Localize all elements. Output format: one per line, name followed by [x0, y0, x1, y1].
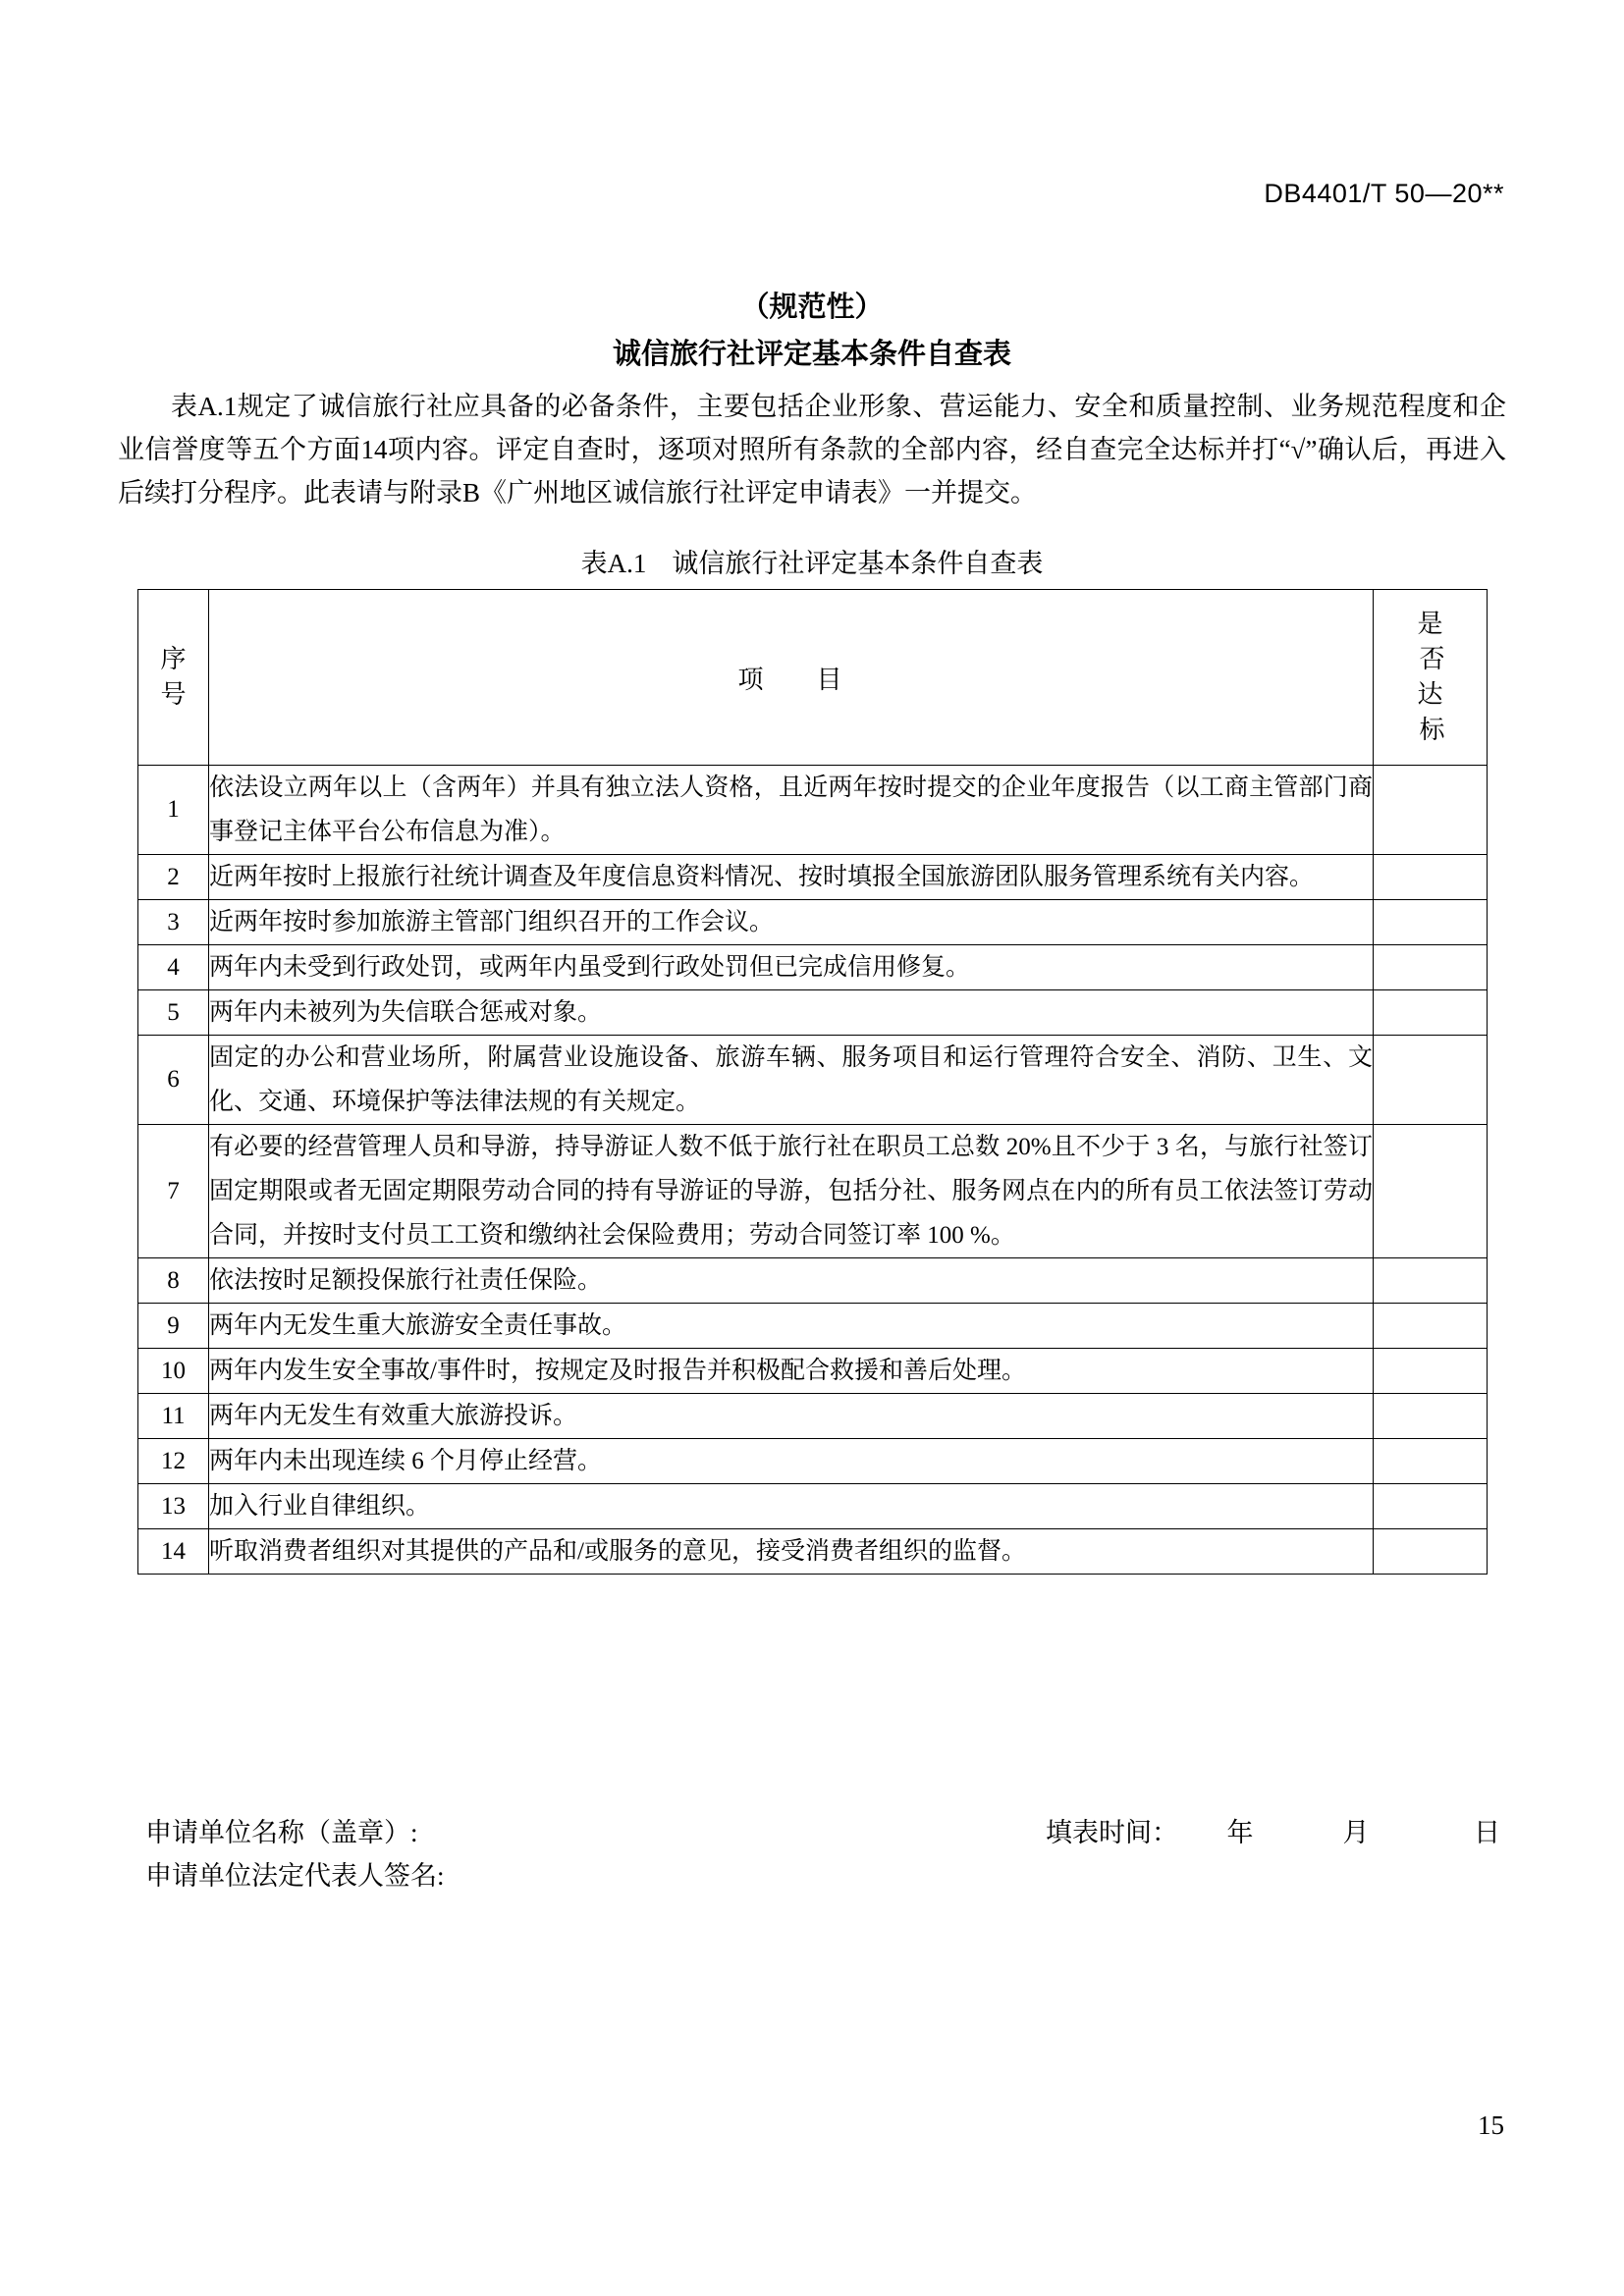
- column-header-met: [1374, 590, 1488, 766]
- row-met-checkbox[interactable]: [1374, 766, 1488, 855]
- row-number: 1: [138, 766, 209, 855]
- row-item-text: 两年内无发生重大旅游安全责任事故。: [209, 1304, 1374, 1349]
- column-header-no: [138, 590, 209, 766]
- row-met-checkbox[interactable]: [1374, 1304, 1488, 1349]
- row-item-text: 两年内未受到行政处罚，或两年内虽受到行政处罚但已完成信用修复。: [209, 945, 1374, 990]
- table-row: [138, 1258, 1488, 1304]
- annex-kind: （规范性）: [740, 292, 884, 323]
- row-met-checkbox[interactable]: [1374, 1484, 1488, 1529]
- row-number: 12: [138, 1439, 209, 1484]
- row-item-text: 听取消费者组织对其提供的产品和/或服务的意见，接受消费者组织的监督。: [209, 1529, 1374, 1575]
- column-header-item-left: 项: [737, 665, 766, 694]
- row-number: 14: [138, 1529, 209, 1575]
- table-row: [138, 1304, 1488, 1349]
- column-header-no-char-2: 号: [160, 680, 187, 709]
- row-item-text: 两年内未被列为失信联合惩戒对象。: [209, 990, 1374, 1036]
- row-item-text: 近两年按时上报旅行社统计调查及年度信息资料情况、按时填报全国旅游团队服务管理系统有关内容。: [209, 855, 1374, 900]
- row-number: 9: [138, 1304, 209, 1349]
- footer-line-applicant: [145, 1811, 1500, 1854]
- column-header-item-right: 目: [816, 665, 844, 694]
- row-met-checkbox[interactable]: [1374, 945, 1488, 990]
- table-row: [138, 900, 1488, 945]
- annex-name: 诚信旅行社评定基本条件自查表: [612, 339, 1011, 370]
- row-number: 13: [138, 1484, 209, 1529]
- row-item-text: 依法按时足额投保旅行社责任保险。: [209, 1258, 1374, 1304]
- page-number: 15: [1478, 2110, 1504, 2140]
- row-item-text: 近两年按时参加旅游主管部门组织召开的工作会议。: [209, 900, 1374, 945]
- row-number: 5: [138, 990, 209, 1036]
- row-number: 4: [138, 945, 209, 990]
- row-number: 6: [138, 1036, 209, 1125]
- column-header-no-char-1: 序: [160, 645, 187, 673]
- row-met-checkbox[interactable]: [1374, 1394, 1488, 1439]
- table-caption-label: 表A.1: [580, 549, 647, 578]
- row-met-checkbox[interactable]: [1374, 1258, 1488, 1304]
- self-check-table-body: [138, 766, 1488, 1575]
- intro-paragraph: 表A.1规定了诚信旅行社应具备的必备条件，主要包括企业形象、营运能力、安全和质量控制、业务规范程度和企业信誉度等五个方面14项内容。评定自查时，逐项对照所有条款的全部内容，经自查完全达标并打“√”确认后，再进入后续打分程序。此表请与附录B《广州地区诚信旅行社评定申请表》一并提交。: [118, 392, 1506, 507]
- row-met-checkbox[interactable]: [1374, 1439, 1488, 1484]
- table-row: [138, 1349, 1488, 1394]
- row-met-checkbox[interactable]: [1374, 1125, 1488, 1258]
- table-row: [138, 1036, 1488, 1125]
- table-caption: [0, 544, 1624, 583]
- fill-date-month-unit: 月: [1342, 1818, 1370, 1847]
- table-caption-title: 诚信旅行社评定基本条件自查表: [672, 549, 1044, 578]
- row-met-checkbox[interactable]: [1374, 990, 1488, 1036]
- table-row: [138, 1125, 1488, 1258]
- table-header-row: [138, 590, 1488, 766]
- table-row: [138, 990, 1488, 1036]
- row-met-checkbox[interactable]: [1374, 900, 1488, 945]
- row-met-checkbox[interactable]: [1374, 1036, 1488, 1125]
- fill-date-label: 填表时间：: [1046, 1818, 1178, 1847]
- column-header-met-char-2: 否: [1419, 645, 1445, 673]
- table-row: [138, 1529, 1488, 1575]
- row-number: 10: [138, 1349, 209, 1394]
- column-header-met-char-4: 标: [1419, 716, 1445, 744]
- row-item-text: 两年内发生安全事故/事件时，按规定及时报告并积极配合救援和善后处理。: [209, 1349, 1374, 1394]
- table-row: [138, 766, 1488, 855]
- row-number: 2: [138, 855, 209, 900]
- table-row: [138, 945, 1488, 990]
- table-row: [138, 1439, 1488, 1484]
- table-row: [138, 1394, 1488, 1439]
- column-header-met-char-1: 是: [1417, 610, 1443, 638]
- row-met-checkbox[interactable]: [1374, 1349, 1488, 1394]
- row-number: 7: [138, 1125, 209, 1258]
- fill-date-year-unit: 年: [1226, 1818, 1254, 1847]
- row-item-text: 加入行业自律组织。: [209, 1484, 1374, 1529]
- table-row: [138, 1484, 1488, 1529]
- row-number: 11: [138, 1394, 209, 1439]
- row-met-checkbox[interactable]: [1374, 1529, 1488, 1575]
- applicant-name-label: 申请单位名称（盖章）:: [145, 1818, 418, 1847]
- row-item-text: 两年内未出现连续 6 个月停止经营。: [209, 1439, 1374, 1484]
- row-item-text: 有必要的经营管理人员和导游，持导游证人数不低于旅行社在职员工总数 20%且不少于 3 名，与旅行社签订固定期限或者无固定期限劳动合同的持有导游证的导游，包括分社、服务网点在内的所有员工依法签订劳动合同，并按时支付员工工资和缴纳社会保险费用；劳动合同签订率 100 %。: [209, 1125, 1374, 1258]
- fill-date-day-unit: 日: [1474, 1818, 1500, 1847]
- legal-rep-label: 申请单位法定代表人签名:: [145, 1861, 445, 1891]
- row-number: 3: [138, 900, 209, 945]
- annex-title-block: [0, 285, 1624, 379]
- footer-line-legal-rep: [145, 1854, 1500, 1897]
- row-item-text: 固定的办公和营业场所，附属营业设施设备、旅游车辆、服务项目和运行管理符合安全、消防、卫生、文化、交通、环境保护等法律法规的有关规定。: [209, 1036, 1374, 1125]
- row-met-checkbox[interactable]: [1374, 855, 1488, 900]
- row-item-text: 依法设立两年以上（含两年）并具有独立法人资格，且近两年按时提交的企业年度报告（以工商主管部门商事登记主体平台公布信息为准）。: [209, 766, 1374, 855]
- standard-number-header: DB4401/T 50—20**: [1264, 179, 1504, 208]
- table-row: [138, 855, 1488, 900]
- column-header-item: [209, 590, 1374, 766]
- row-item-text: 两年内无发生有效重大旅游投诉。: [209, 1394, 1374, 1439]
- column-header-met-char-3: 达: [1417, 680, 1443, 709]
- self-check-table: [137, 589, 1488, 1575]
- row-number: 8: [138, 1258, 209, 1304]
- fill-date-group: [1046, 1811, 1500, 1854]
